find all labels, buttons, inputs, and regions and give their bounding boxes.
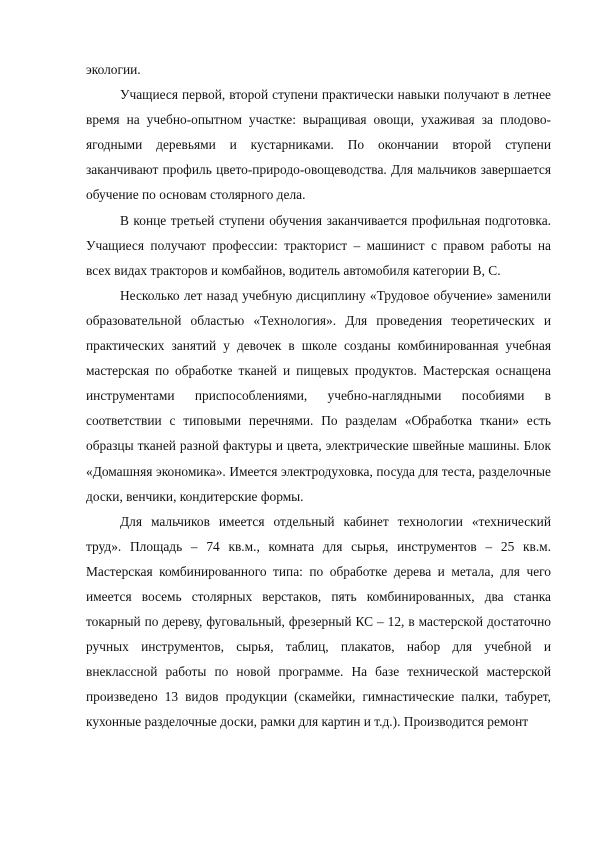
paragraph-practical-skills: Учащиеся первой, второй ступени практически навыки получают в летнее время на учебно-опытном участке: выращивая овощи, ухаживая за плодово-ягодными деревьями и кустарниками. По окончании второй ступени заканчивают профиль цвето-природо-овощеводства. Для мальчиков завершается обучение по основам столярного дела.	[86, 87, 551, 203]
paragraph-technology-boys: Для мальчиков имеется отдельный кабинет технологии «технический труд». Площадь – 74 кв.м., комната для сырья, инструментов – 25 кв.м. Мастерская комбинированного типа: по обработке дерева и метала, для чего имеется восемь столярных верстаков, пять комбинированных, два станка токарный по дереву, фуговальный, фрезерный КС – 12, в мастерской достаточно ручных инструментов, сырья, таблиц, плакатов, набор для учебной и внеклассной работы по новой программе. На базе технической мастерской произведено 13 видов продукции (скамейки, гимнастические палки, табурет, кухонные разделочные доски, рамки для картин и т.д.). Производится ремонт	[86, 513, 551, 730]
paragraph-technology-girls: Несколько лет назад учебную дисциплину «Трудовое обучение» заменили образовательной областью «Технология». Для проведения теоретических и практических занятий у девочек в школе созданы комбинированная учебная мастерская по обработке тканей и пищевых продуктов. Мастерская оснащена инструментами приспособлениями, учебно-наглядными пособиями в соответствии с типовыми перечнями. По разделам «Обработка ткани» есть образцы тканей разной фактуры и цвета, электрические швейные машины. Блок «Домашняя экономика». Имеется электродуховка, посуда для теста, разделочные доски, венчики, кондитерские формы.	[86, 287, 551, 504]
document-body	[86, 57, 551, 735]
paragraph-continuation: экологии.	[86, 62, 141, 77]
paragraph-profile-training: В конце третьей ступени обучения заканчивается профильная подготовка. Учащиеся получают профессии: тракторист – машинист с правом работы на всех видах тракторов и комбайнов, водитель автомобиля категории В, С.	[86, 212, 551, 278]
